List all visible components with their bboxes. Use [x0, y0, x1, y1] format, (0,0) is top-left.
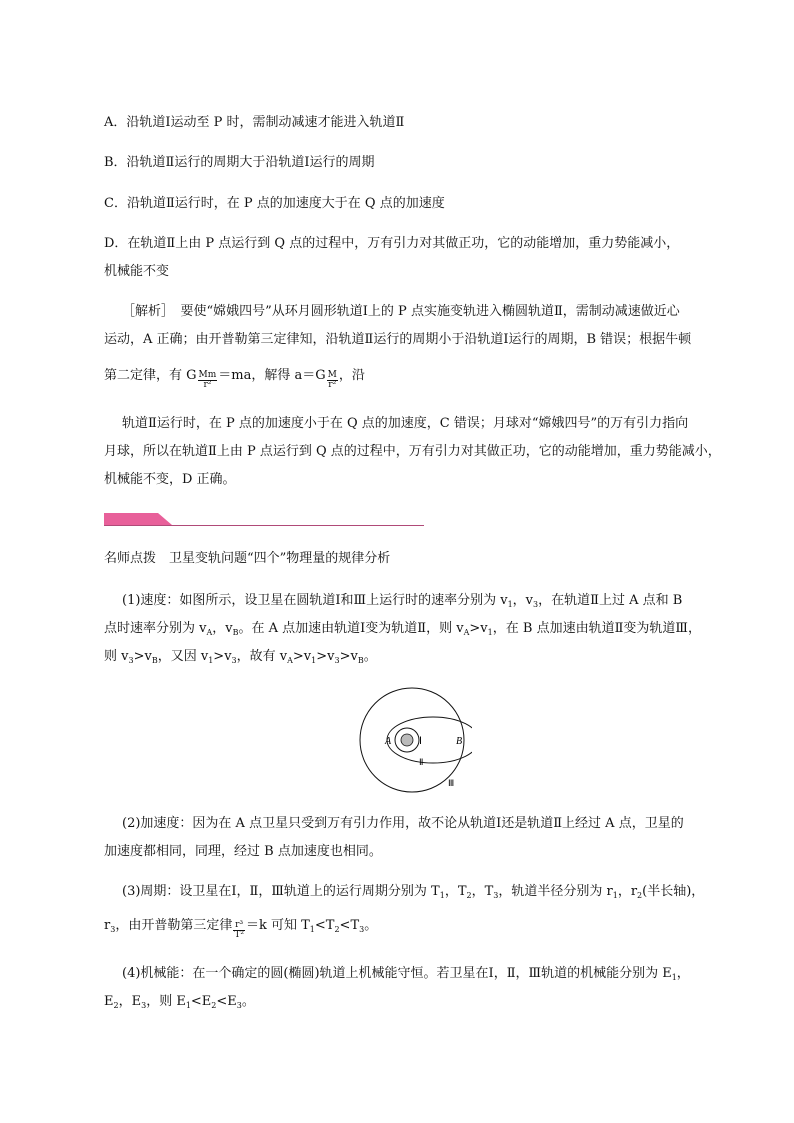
- label-iii: Ⅲ: [448, 778, 455, 788]
- option-a: A．沿轨道Ⅰ运动至 P 时，需制动减速才能进入轨道Ⅱ: [104, 115, 405, 130]
- orbit-diagram: [352, 684, 472, 794]
- analysis-line1: ［解析］ 要使“嫦娥四号”从环月圆形轨道Ⅰ上的 P 点实施变轨进入椭圆轨道Ⅱ，需制动减速做近心: [122, 304, 680, 319]
- option-c: C．沿轨道Ⅱ运行时，在 P 点的加速度大于在 Q 点的加速度: [104, 196, 445, 211]
- option-b: B．沿轨道Ⅱ运行的周期大于沿轨道Ⅰ运行的周期: [104, 155, 375, 170]
- analysis-line2: 运动，A 正确；由开普勒第三定律知，沿轨道Ⅱ运行的周期小于沿轨道Ⅰ运行的周期，B 错误；根据牛顿: [104, 332, 692, 347]
- section-banner: [104, 513, 424, 527]
- accel-line2: 加速度都相同，同理，经过 B 点加速度也相同。: [104, 844, 382, 859]
- option-d-line1: D．在轨道Ⅱ上由 P 点运行到 Q 点的过程中，万有引力对其做正功，它的动能增加，重力势能减小，: [104, 236, 680, 251]
- label-b: B: [456, 736, 463, 747]
- fraction-r3-t2: $\frac{\text{r³}}{\text{T²}}$: [234, 920, 244, 940]
- fraction-m-r2: $\frac{M}{\text{r²}}$: [327, 370, 337, 390]
- speed-line1: (1)速度：如图所示，设卫星在圆轨道Ⅰ和Ⅲ上运行时的速率分别为 $v_1$，$v_3$，在轨道Ⅱ上过 A 点和 B: [122, 593, 683, 609]
- period-line2: $r_3$，由开普勒第三定律 $\frac{\text{r³}}{\text{T²}}$ ＝k 可知 $T_1<T_2<T_3$。: [104, 918, 378, 940]
- analysis-line4: 轨道Ⅱ运行时，在 P 点的加速度小于在 Q 点的加速度，C 错误；月球对“嫦娥四号”的万有引力指向: [122, 416, 689, 431]
- analysis-line3: 第二定律，有 G $\frac{Mm}{\text{r²}}$ ＝ma，解得 a＝G $\frac{M}{\text{r²}}$ ，沿: [104, 368, 365, 390]
- tip-title: 名师点拨 卫星变轨问题“四个”物理量的规律分析: [104, 551, 391, 566]
- analysis-line5: 月球，所以在轨道Ⅱ上由 P 点运行到 Q 点的过程中，万有引力对其做正功，它的动能增加，重力势能减小，: [104, 444, 721, 459]
- period-line1: (3)周期：设卫星在Ⅰ，Ⅱ，Ⅲ轨道上的运行周期分别为 $T_1$，$T_2$，$T_3$，轨道半径分别为 $r_1$，$r_2$(半长轴)，: [122, 884, 705, 900]
- accel-line1: (2)加速度：因为在 A 点卫星只受到万有引力作用，故不论从轨道Ⅰ还是轨道Ⅱ上经过 A 点，卫星的: [122, 816, 684, 831]
- speed-line2: 点时速率分别为 $v_A$，$v_B$。在 A 点加速由轨道Ⅰ变为轨道Ⅱ，则 $v_A>v_1$，在 B 点加速由轨道Ⅱ变为轨道Ⅲ，: [104, 621, 701, 637]
- planet-icon: [401, 734, 413, 746]
- label-i: Ⅰ: [419, 736, 422, 747]
- energy-line1: (4)机械能：在一个确定的圆(椭圆)轨道上机械能守恒。若卫星在Ⅰ，Ⅱ，Ⅲ轨道的机械能分别为 $E_1$，: [122, 966, 690, 982]
- fraction-mm-r2: $\frac{Mm}{\text{r²}}$: [198, 370, 217, 390]
- label-ii: Ⅱ: [419, 757, 424, 767]
- option-d-line2: 机械能不变: [104, 264, 170, 279]
- analysis-line6: 机械能不变，D 正确。: [104, 472, 236, 487]
- label-a: A: [385, 736, 392, 747]
- speed-line3: 则 $v_3>v_B$，又因 $v_1>v_3$，故有 $v_A>v_1>v_3>v_B$。: [104, 649, 377, 665]
- energy-line2: $E_2$，$E_3$，则 $E_1<E_2<E_3$。: [104, 994, 255, 1010]
